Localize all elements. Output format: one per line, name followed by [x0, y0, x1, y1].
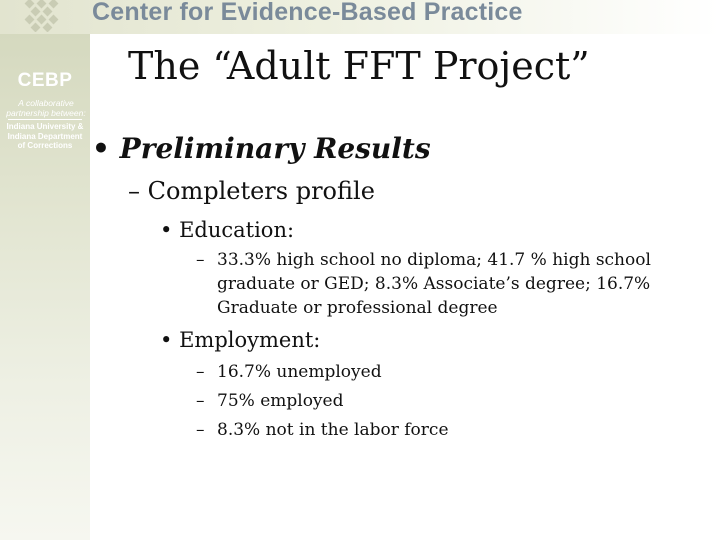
header-band — [0, 0, 720, 34]
dash-icon: – — [196, 420, 205, 440]
bullet-icon: • — [160, 328, 173, 352]
employment-label: Employment: — [179, 328, 321, 352]
education-label: Education: — [179, 218, 295, 242]
sidebar — [0, 34, 90, 540]
education-detail-text: 33.3% high school no diploma; 41.7 % high school graduate or GED; 8.3% Associate’s degree; 16.7% Graduate or professional degree — [217, 250, 651, 318]
slide-title: The “Adult FFT Project” — [128, 44, 590, 88]
employment-item-text: 75% employed — [217, 391, 344, 411]
bullet-icon: • — [160, 218, 173, 242]
dash-icon: – — [128, 177, 140, 205]
dash-icon: – — [196, 250, 205, 270]
employment-item — [196, 418, 667, 442]
employment-bullet — [160, 328, 320, 352]
sidebar-tagline: A collaborative partnership between: — [6, 98, 86, 118]
bullet-icon: • — [92, 132, 110, 165]
dash-icon: – — [196, 391, 205, 411]
employment-item — [196, 389, 667, 413]
slide-subheading: Completers profile — [147, 177, 375, 205]
employment-item-text: 16.7% unemployed — [217, 362, 382, 382]
heading-bullet — [92, 132, 431, 165]
education-bullet — [160, 218, 294, 242]
cebp-lattice-logo-icon — [22, 0, 62, 32]
education-detail — [196, 248, 667, 320]
employment-item — [196, 360, 667, 384]
employment-item-text: 8.3% not in the labor force — [217, 420, 449, 440]
slide-heading: Preliminary Results — [119, 132, 431, 165]
sidebar-logo-text: CEBP — [17, 70, 73, 91]
header-brand-title: Center for Evidence-Based Practice — [92, 0, 523, 26]
sidebar-partners: Indiana University & Indiana Department of Corrections — [6, 122, 84, 150]
dash-icon: – — [196, 362, 205, 382]
subheading-item — [128, 177, 375, 205]
sidebar-divider — [8, 119, 82, 120]
